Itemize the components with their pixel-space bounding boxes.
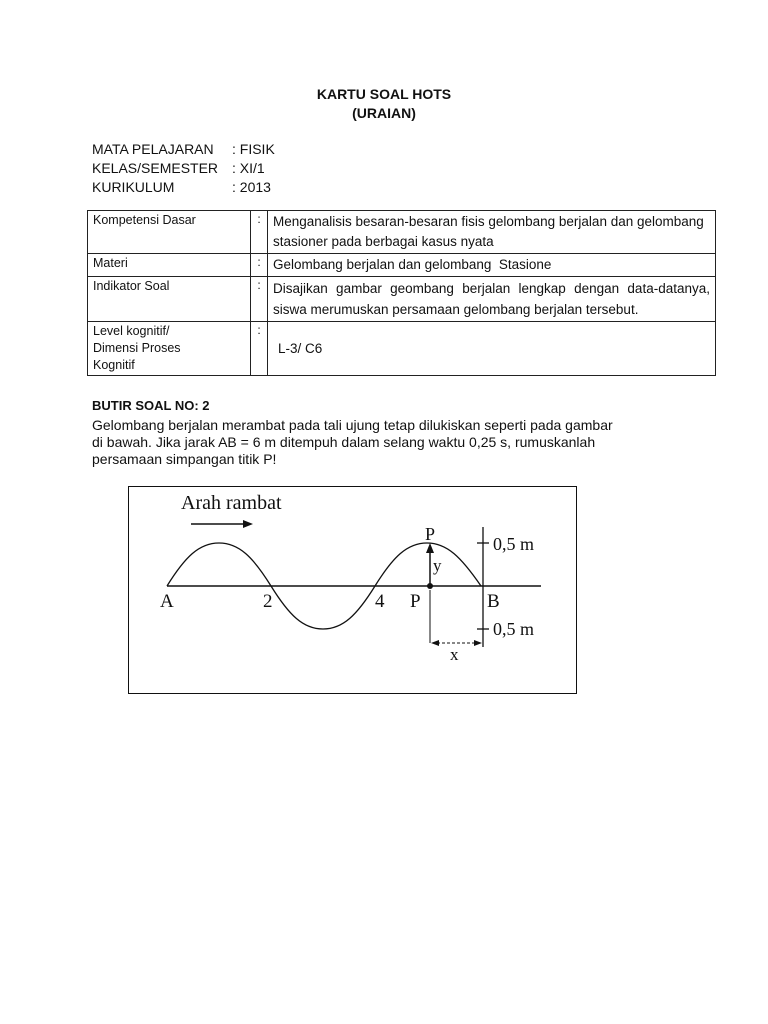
point-p-dot (427, 583, 433, 589)
wave-diagram (129, 487, 575, 692)
meta-row-class (92, 159, 275, 178)
point-4-label: 4 (375, 591, 385, 612)
level-label-line: Kognitif (93, 358, 135, 372)
table-row-material (88, 254, 716, 277)
question-line: Gelombang berjalan merambat pada tali ujung tetap dilukiskan seperti pada gambar (92, 417, 613, 433)
competency-colon: : (251, 211, 268, 254)
competency-label: Kompetensi Dasar (88, 211, 251, 254)
displacement-y-label: y (433, 556, 442, 575)
question-line: persamaan simpangan titik P! (92, 451, 277, 467)
amplitude-top-label: 0,5 m (493, 534, 535, 554)
level-label-line: Dimensi Proses (93, 341, 181, 355)
meta-label: KURIKULUM (92, 179, 175, 195)
distance-x-label: x (450, 645, 459, 664)
competency-value: Menganalisis besaran-besaran fisis gelombang berjalan dan gelombang stasioner pada berbagai kasus nyata (268, 211, 716, 254)
meta-label: KELAS/SEMESTER (92, 160, 219, 176)
indicator-label: Indikator Soal (88, 277, 251, 322)
material-label: Materi (88, 254, 251, 277)
table-row-level (88, 322, 716, 376)
direction-label: Arah rambat (181, 492, 282, 514)
meta-row-subject (92, 140, 275, 159)
meta-value: : XI/1 (232, 160, 265, 176)
indicator-colon: : (251, 277, 268, 322)
table-row-competency (88, 211, 716, 254)
level-label-line: Level kognitif/ (93, 324, 170, 338)
meta-block (92, 140, 275, 197)
level-label (88, 322, 251, 376)
question-heading: BUTIR SOAL NO: 2 (92, 398, 210, 413)
meta-value: : 2013 (232, 179, 271, 195)
amplitude-bottom-label: 0,5 m (493, 619, 535, 639)
card-title: KARTU SOAL HOTS (316, 86, 452, 102)
question-line: di bawah. Jika jarak AB = 6 m ditempuh dalam selang waktu 0,25 s, rumuskanlah (92, 434, 596, 450)
meta-label: MATA PELAJARAN (92, 141, 214, 157)
material-colon: : (251, 254, 268, 277)
point-b-label: B (487, 591, 500, 612)
point-p-top-label: P (425, 524, 436, 544)
table-row-indicator (88, 277, 716, 322)
level-colon: : (251, 322, 268, 376)
meta-value: : FISIK (232, 141, 275, 157)
card-subtitle: (URAIAN) (352, 105, 416, 121)
point-p-axis-label: P (410, 591, 421, 612)
question-text (92, 417, 692, 468)
competency-table (87, 210, 716, 376)
meta-row-curriculum (92, 178, 275, 197)
material-value: Gelombang berjalan dan gelombang Stasione (268, 254, 716, 277)
indicator-value: Disajikan gambar geombang berjalan lengkap dengan data-datanya, siswa merumuskan persamaan gelombang berjalan tersebut. (268, 277, 716, 322)
point-a-label: A (160, 591, 174, 612)
point-2-label: 2 (263, 591, 273, 612)
level-value: L-3/ C6 (268, 322, 716, 376)
wave-figure (128, 486, 577, 694)
direction-arrow (191, 520, 253, 528)
